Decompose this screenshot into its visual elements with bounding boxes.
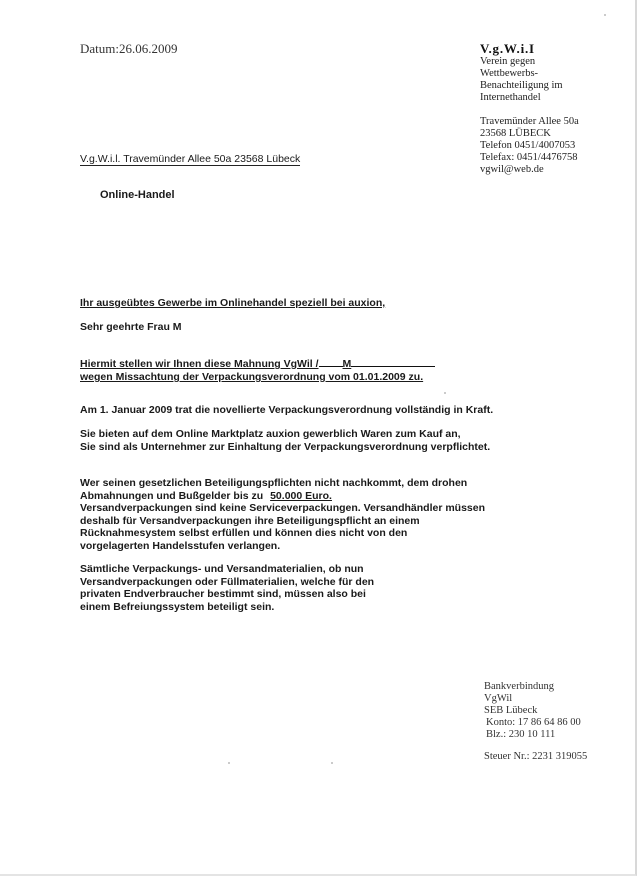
paragraph-materials	[80, 563, 374, 613]
spacer	[480, 104, 630, 116]
subject-line: Ihr ausgeübtes Gewerbe im Onlinehandel speziell bei auxion,	[80, 297, 386, 309]
return-address-line: V.g.W.i.l. Travemünder Allee 50a 23568 Lübeck	[80, 153, 301, 165]
blank-field	[319, 356, 343, 367]
penalty-text: Abmahnungen und Bußgelder bis zu	[80, 489, 264, 502]
salutation: Sehr geehrte Frau M	[80, 321, 182, 333]
bank-details	[484, 681, 624, 763]
organization-description-line: Benachteiligung im	[480, 80, 563, 91]
bank-name: SEB Lübeck	[484, 705, 538, 716]
paragraph-line: Rücknahmesystem selbst erfüllen und können dies nicht von den	[80, 527, 408, 539]
paragraph-line: Sie sind als Unternehmer zur Einhaltung der Verpackungsverordnung verpflichtet.	[80, 440, 491, 453]
scan-speck	[604, 14, 606, 16]
blank-field	[351, 356, 435, 367]
organization-city: 23568 LÜBECK	[480, 128, 551, 139]
recipient-name: Online-Handel	[100, 189, 175, 201]
paragraph-line: vorgelagerten Handelsstufen verlangen.	[80, 539, 281, 552]
organization-fax: Telefax: 0451/4476758	[480, 152, 578, 163]
scan-speck	[228, 762, 230, 764]
paragraph-line: privaten Endverbraucher bestimmt sind, müssen also bei	[80, 588, 366, 600]
organization-phone: Telefon 0451/4007053	[480, 140, 576, 151]
paragraph-line: Versandverpackungen sind keine Serviceverpackungen. Versandhändler müssen	[80, 502, 486, 514]
paragraph-line: Sämtliche Verpackungs- und Versandmaterialien, ob nun	[80, 563, 364, 575]
paragraph-law-intro: Am 1. Januar 2009 trat die novellierte Verpackungsverordnung vollständig in Kraft.	[80, 404, 494, 416]
bank-title: Bankverbindung	[484, 681, 554, 692]
reminder-statement	[80, 356, 435, 384]
spacer	[484, 741, 624, 751]
paragraph-penalties	[80, 477, 485, 552]
organization-description-line: Verein gegen	[480, 56, 536, 67]
organization-letterhead	[480, 41, 630, 176]
bank-account-holder: VgWil	[484, 693, 513, 704]
organization-description-line: Wettbewerbs-	[480, 68, 539, 79]
paragraph-line: Wer seinen gesetzlichen Beteiligungspflichten nicht nachkommt, dem drohen	[80, 477, 468, 489]
bank-code: Blz.: 230 10 111	[486, 729, 556, 740]
paragraph-line: Sie bieten auf dem Online Marktplatz auxion gewerblich Waren zum Kauf an,	[80, 428, 461, 440]
organization-description-line: Internethandel	[480, 92, 541, 103]
penalty-amount: 50.000 Euro.	[270, 489, 332, 502]
paragraph-line: Versandverpackungen oder Füllmaterialien, welche für den	[80, 575, 375, 588]
organization-street: Travemünder Allee 50a	[480, 116, 579, 127]
paragraph-obligation	[80, 428, 490, 453]
paragraph-line	[80, 490, 485, 503]
reminder-name: M	[342, 358, 352, 370]
organization-name: V.g.W.i.I	[480, 41, 535, 56]
scan-speck	[444, 392, 446, 394]
reminder-reason: wegen Missachtung der Verpackungsverordnung vom 01.01.2009 zu.	[80, 371, 424, 383]
organization-email: vgwil@web.de	[480, 164, 544, 175]
scan-speck	[331, 762, 333, 764]
letter-date: Datum:26.06.2009	[80, 41, 178, 56]
bank-account-number: Konto: 17 86 64 86 00	[486, 717, 581, 728]
reminder-text: Hiermit stellen wir Ihnen diese Mahnung VgWil /	[80, 358, 319, 370]
tax-number: Steuer Nr.: 2231 319055	[484, 751, 588, 762]
paragraph-line: einem Befreiungssystem beteiligt sein.	[80, 600, 275, 613]
paragraph-line: deshalb für Versandverpackungen ihre Beteiligungspflicht an einem	[80, 514, 420, 527]
